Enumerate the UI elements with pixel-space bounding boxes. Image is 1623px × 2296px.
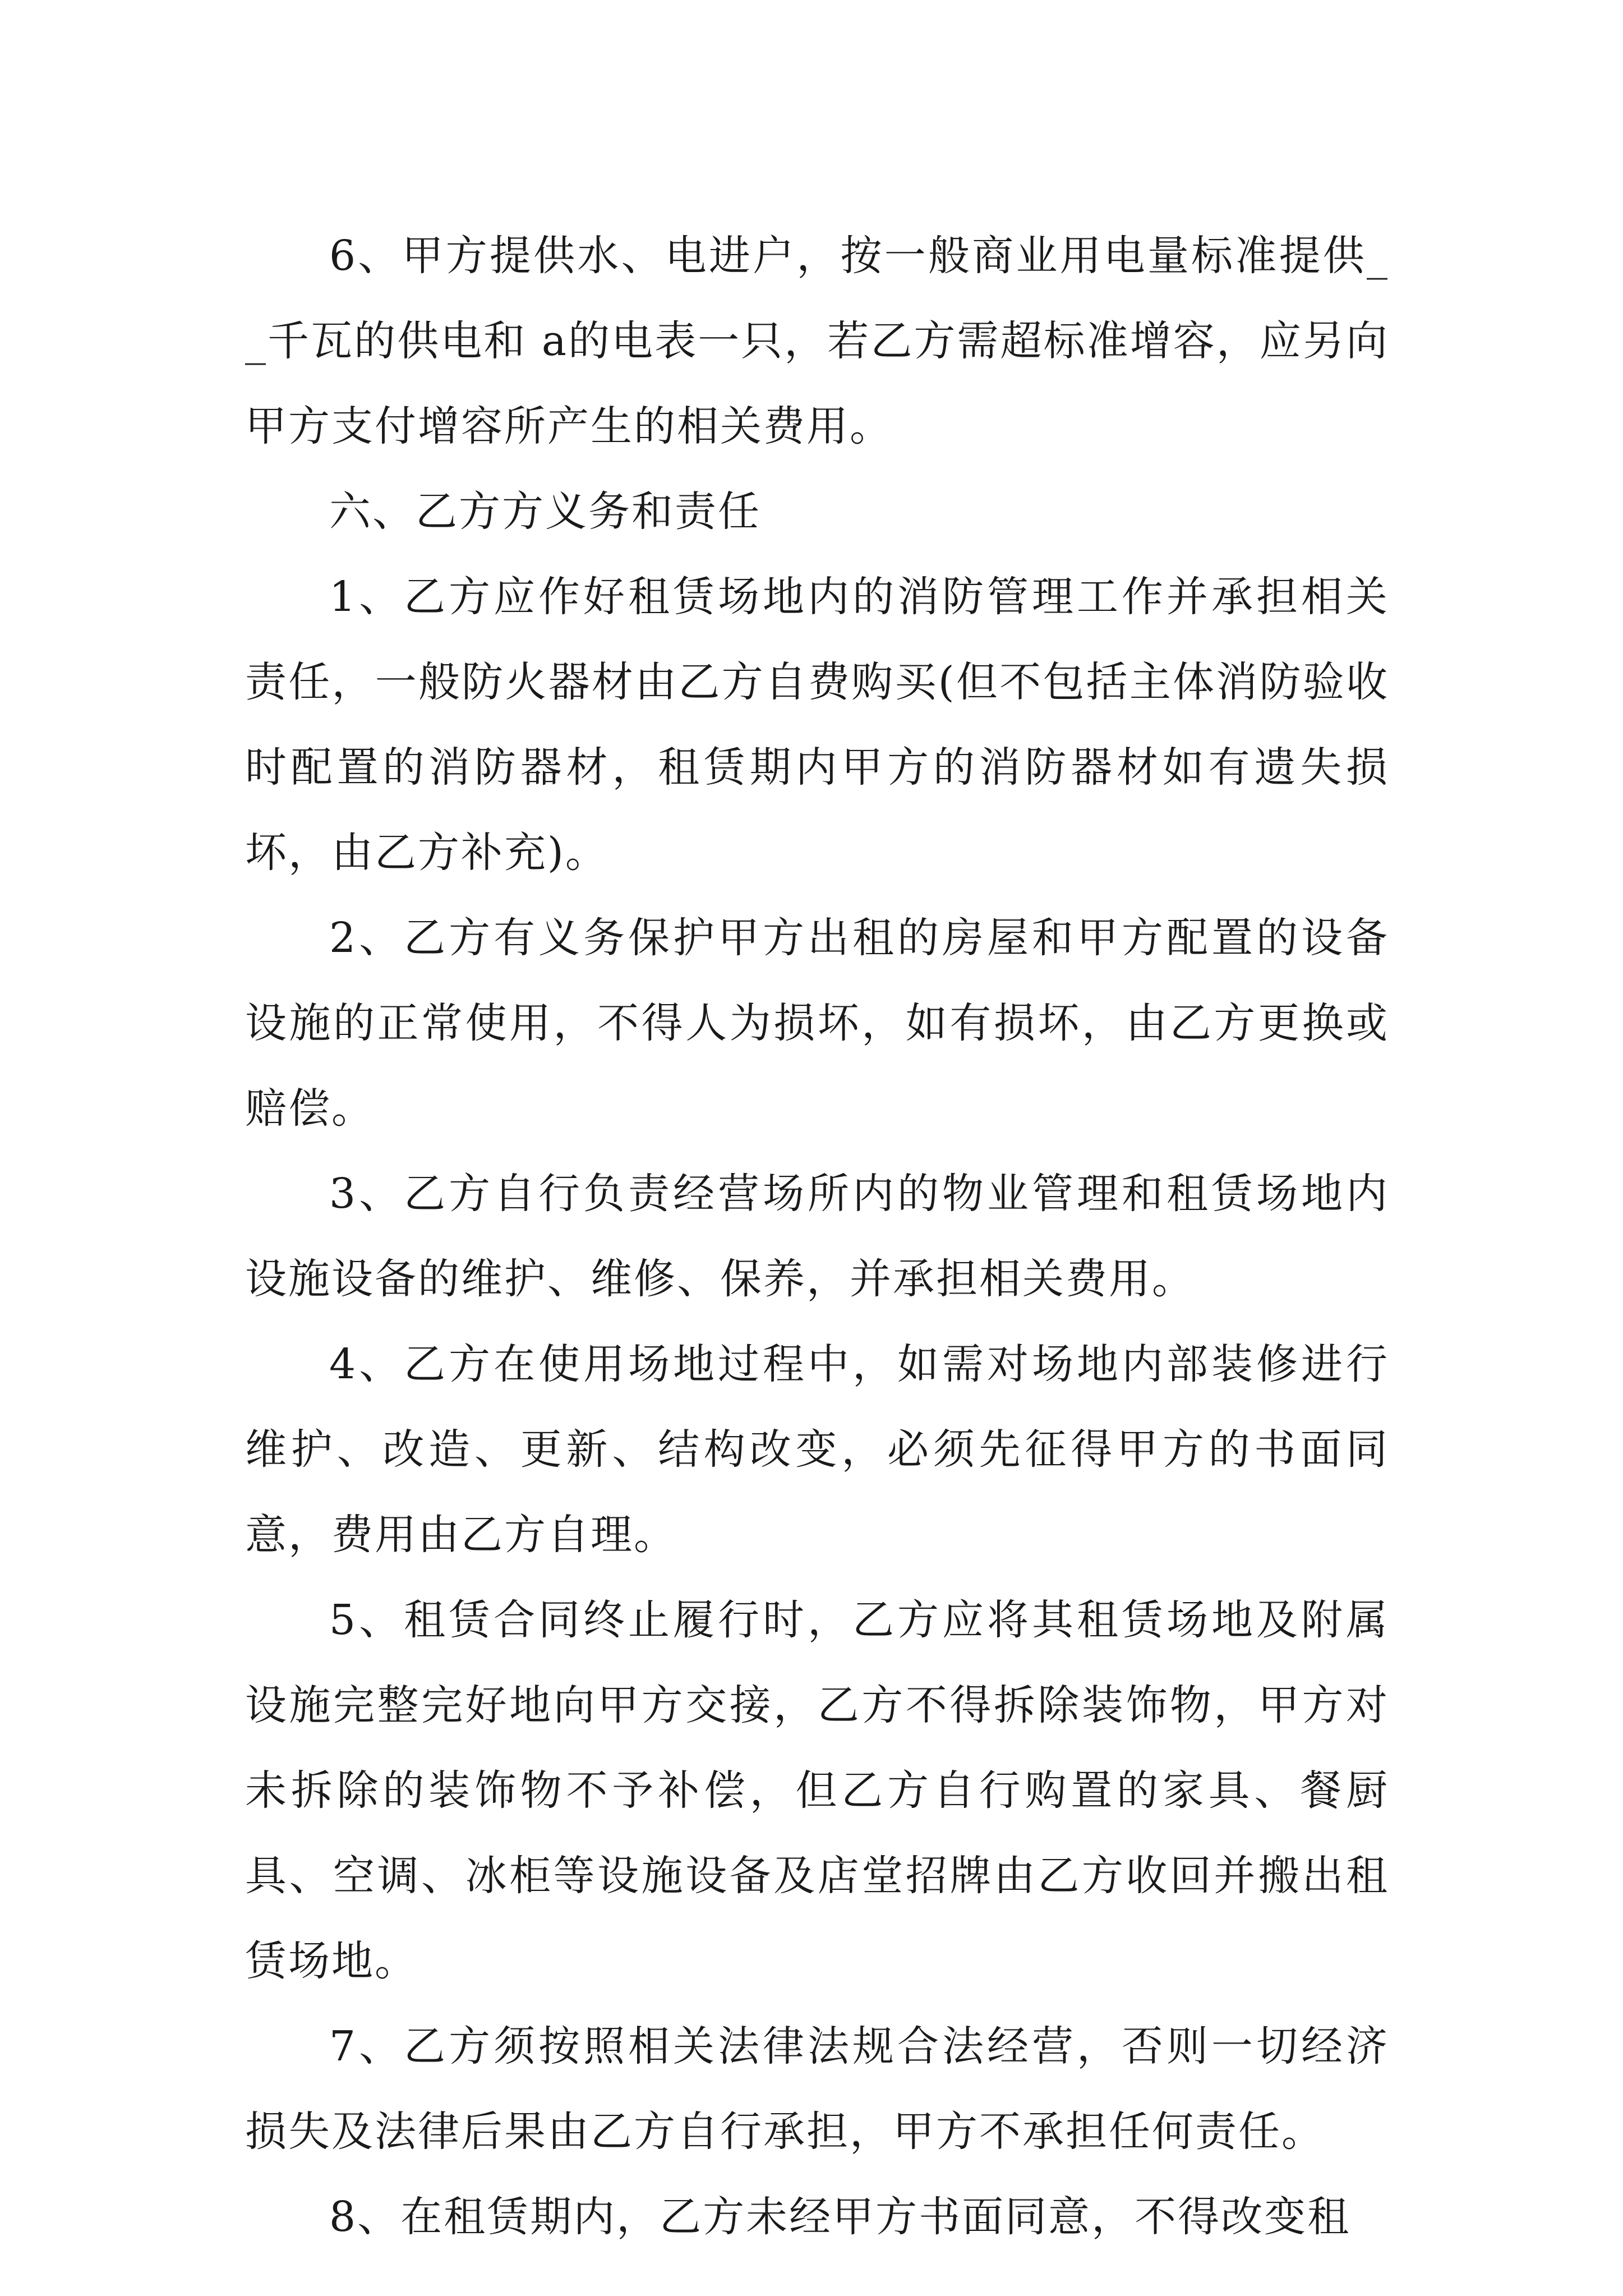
clause-3-property-management: 3、乙方自行负责经营场所内的物业管理和租赁场地内设施设备的维护、维修、保养，并承担相关费用。 — [245, 1170, 1389, 1303]
section-heading-party-b-obligations: 六、乙方方义务和责任 — [329, 487, 761, 536]
clause-5-contract-termination: 5、租赁合同终止履行时，乙方应将其租赁场地及附属设施完整完好地向甲方交接，乙方不得拆除装饰物，甲方对未拆除的装饰物不予补偿，但乙方自行购置的家具、餐厨具、空调、冰柜等设施设备及店堂招牌由乙方收回并搬出租赁场地。 — [245, 1596, 1389, 1985]
clause-4-renovation: 4、乙方在使用场地过程中，如需对场地内部装修进行维护、改造、更新、结构改变，必须先征得甲方的书面同意，费用由乙方自理。 — [245, 1340, 1389, 1559]
clause-1-fire-safety: 1、乙方应作好租赁场地内的消防管理工作并承担相关责任，一般防火器材由乙方自费购买(但不包括主体消防验收时配置的消防器材，租赁期内甲方的消防器材如有遗失损坏，由乙方补充)。 — [245, 573, 1389, 877]
clause-2-protect-facilities: 2、乙方有义务保护甲方出租的房屋和甲方配置的设备设施的正常使用，不得人为损坏，如有损坏，由乙方更换或赔偿。 — [245, 914, 1389, 1133]
clause-7-legal-operation: 7、乙方须按照相关法律法规合法经营，否则一切经济损失及法律后果由乙方自行承担，甲方不承担任何责任。 — [245, 2022, 1389, 2156]
clause-6-utilities: 6、甲方提供水、电进户，按一般商业用电量标准提供__千瓦的供电和 a的电表一只，若乙方需超标准增容，应另向甲方支付增容所产生的相关费用。 — [245, 232, 1389, 450]
document-body — [245, 213, 1389, 2260]
clause-8-lease-period: 8、在租赁期内，乙方未经甲方书面同意，不得改变租 — [329, 2193, 1351, 2241]
